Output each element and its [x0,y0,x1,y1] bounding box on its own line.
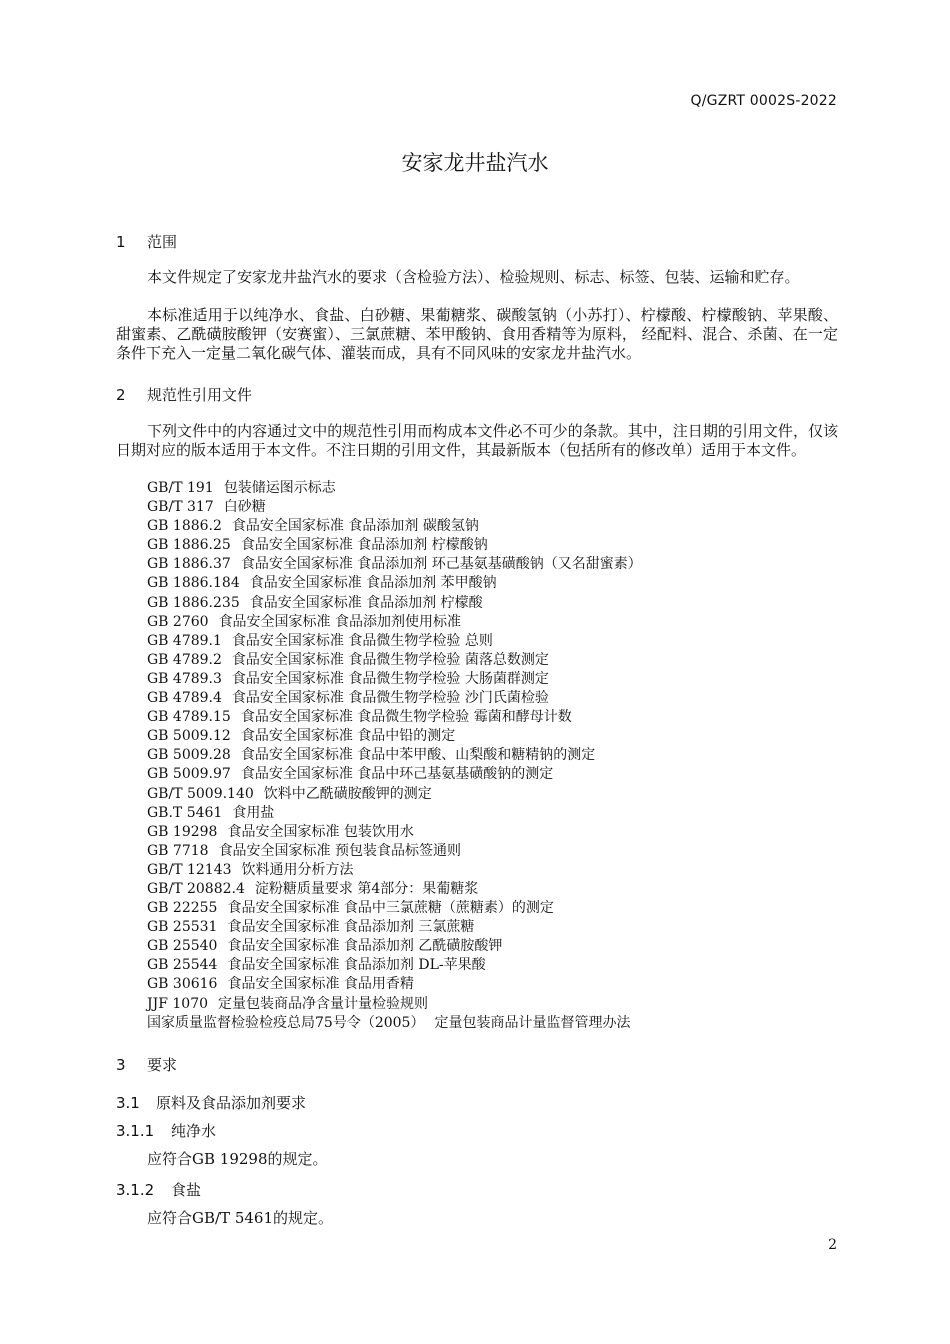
reference-item [147,995,642,1014]
reference-code: GB 1886.235 [147,594,240,611]
reference-item [147,975,642,994]
reference-title: 食品安全国家标准 预包装食品标签通则 [218,842,462,859]
section-number: 3.1.2 [116,1181,155,1199]
reference-code: GB 4789.2 [147,651,222,668]
reference-item [147,956,642,975]
reference-title: 食品安全国家标准 食品添加剂 柠檬酸 [249,594,483,611]
section-title: 规范性引用文件 [147,386,253,404]
reference-code: GB 25531 [147,919,218,936]
reference-item [147,479,642,498]
section-title: 要求 [147,1056,178,1074]
reference-code: GB 1886.2 [147,518,222,535]
section-1-paragraph-2: 本标准适用于以纯净水、食盐、白砂糖、果葡糖浆、碳酸氢钠（小苏打）、柠檬酸、柠檬酸钠、苹果酸、甜蜜素、乙酰磺胺酸钾（安赛蜜）、三氯蔗糖、苯甲酸钠、食用香精等为原料， 经配料、混合、杀菌、在一定条件下充入一定量二氧化碳气体、灌装而成，具有不同风味的安家龙井盐汽水。 [116,306,838,362]
reference-title: 食品安全国家标准 食品用香精 [227,976,414,993]
reference-title: 饮料中乙酰磺胺酸钾的测定 [263,785,432,802]
reference-item [147,785,642,804]
reference-code: GB 4789.15 [147,709,231,726]
reference-item [147,708,642,727]
reference-title: 食品安全国家标准 食品中铅的测定 [240,728,456,745]
reference-code: GB 19298 [147,823,218,840]
reference-item [147,613,642,632]
reference-code: GB 5009.28 [147,747,231,764]
reference-title: 食品安全国家标准 食品中环己基氨基磺酸钠的测定 [240,766,554,783]
reference-item [147,918,642,937]
reference-item [147,689,642,708]
section-number: 3.1.1 [116,1122,155,1140]
section-title: 食盐 [171,1181,202,1199]
section-3-1-2-heading [116,1179,201,1200]
normative-references-list [147,479,642,1033]
reference-item [147,861,642,880]
section-3-1-2-text: 应符合GB/T 5461的规定。 [147,1209,334,1227]
reference-title: 食品安全国家标准 食品添加剂 碳酸氢钠 [231,518,479,535]
section-3-heading [116,1054,177,1075]
reference-code: GB/T 191 [147,480,214,496]
document-title: 安家龙井盐汽水 [401,151,549,175]
section-title: 范围 [147,233,178,251]
reference-code: GB 1886.37 [147,556,231,573]
reference-item [147,727,642,746]
reference-title: 食品安全国家标准 食品微生物学检验 大肠菌群测定 [231,670,549,687]
reference-title: 食品安全国家标准 食品微生物学检验 霉菌和酵母计数 [240,709,572,726]
reference-title: 食品安全国家标准 食品添加剂使用标准 [218,613,462,630]
reference-code: GB.T 5461 [147,804,223,821]
reference-item [147,517,642,536]
reference-code: GB 4789.4 [147,690,222,707]
reference-code: GB 7718 [147,842,209,859]
reference-title: 食品安全国家标准 包装饮用水 [227,823,414,840]
reference-item [147,498,642,517]
reference-title: 食品安全国家标准 食品微生物学检验 菌落总数测定 [231,651,549,668]
reference-code: GB 4789.3 [147,670,222,687]
reference-item [147,632,642,651]
reference-code: GB 22255 [147,900,218,917]
reference-item [147,842,642,861]
section-title: 原料及食品添加剂要求 [156,1094,307,1112]
reference-code: GB 5009.97 [147,766,231,783]
reference-code: GB 25544 [147,957,218,974]
section-number: 1 [116,233,126,251]
reference-title: 食品安全国家标准 食品中三氯蔗糖（蔗糖素）的测定 [227,900,554,917]
section-3-1-heading [116,1092,306,1113]
reference-title: 食品安全国家标准 食品添加剂 三氯蔗糖 [227,919,475,936]
reference-title: 定量包装商品计量监督管理办法 [434,1014,631,1031]
reference-title: 食品安全国家标准 食品中苯甲酸、山梨酸和糖精钠的测定 [240,747,596,764]
reference-title: 饮料通用分析方法 [241,861,354,878]
reference-title: 食品安全国家标准 食品添加剂 乙酰磺胺酸钾 [227,938,503,955]
section-number: 2 [116,386,126,404]
reference-title: 食品安全国家标准 食品微生物学检验 沙门氏菌检验 [231,690,549,707]
reference-item [147,1014,642,1033]
section-number: 3 [116,1056,126,1074]
section-3-1-1-heading [116,1120,216,1141]
section-1-paragraph-1: 本文件规定了安家龙井盐汽水的要求（含检验方法）、检验规则、标志、标签、包装、运输和贮存。 [147,268,800,286]
reference-item [147,899,642,918]
reference-title: 食品安全国家标准 食品添加剂 柠檬酸钠 [240,537,488,554]
reference-item [147,880,642,899]
reference-code: GB/T 5009.140 [147,785,254,802]
reference-title: 定量包装商品净含量计量检验规则 [218,995,429,1012]
reference-title: 食品安全国家标准 食品添加剂 DL-苹果酸 [227,957,486,974]
section-2-intro: 下列文件中的内容通过文中的规范性引用而构成本文件必不可少的条款。其中，注日期的引用文件，仅该日期对应的版本适用于本文件。不注日期的引用文件，其最新版本（包括所有的修改单）适用于本文件。 [116,422,838,459]
reference-title: 食品安全国家标准 食品添加剂 苯甲酸钠 [249,575,497,592]
reference-item [147,536,642,555]
page-number: 2 [828,1237,837,1253]
reference-item [147,804,642,823]
reference-code: GB 4789.1 [147,632,222,649]
reference-title: 白砂糖 [223,499,266,516]
reference-code: GB 1886.25 [147,537,231,554]
reference-item [147,765,642,784]
reference-code: GB 30616 [147,976,218,993]
reference-code: GB 25540 [147,938,218,955]
reference-item [147,651,642,670]
reference-code: GB/T 20882.4 [147,880,245,897]
reference-item [147,823,642,842]
reference-item [147,670,642,689]
section-number: 3.1 [116,1094,140,1112]
reference-title: 淀粉糖质量要求 第4部分：果葡糖浆 [254,880,479,897]
reference-code: GB 1886.184 [147,575,240,592]
reference-code: JJF 1070 [147,995,209,1012]
section-1-heading [116,231,177,252]
reference-code: 国家质量监督检验检疫总局75号令（2005） [147,1014,425,1031]
reference-code: GB 2760 [147,613,209,630]
standard-code: Q/GZRT 0002S-2022 [690,93,837,109]
reference-code: GB 5009.12 [147,728,231,745]
reference-title: 包装储运图示标志 [223,480,336,496]
section-3-1-1-text: 应符合GB 19298的规定。 [147,1150,328,1168]
reference-code: GB/T 317 [147,499,214,516]
section-title: 纯净水 [171,1122,217,1140]
reference-item [147,746,642,765]
reference-item [147,594,642,613]
reference-title: 食品安全国家标准 食品添加剂 环己基氨基磺酸钠（又名甜蜜素） [240,556,642,573]
reference-item [147,937,642,956]
reference-item [147,555,642,574]
reference-item [147,574,642,593]
section-2-heading [116,384,252,405]
reference-title: 食品安全国家标准 食品微生物学检验 总则 [231,632,493,649]
reference-code: GB/T 12143 [147,861,232,878]
reference-title: 食用盐 [232,804,275,821]
